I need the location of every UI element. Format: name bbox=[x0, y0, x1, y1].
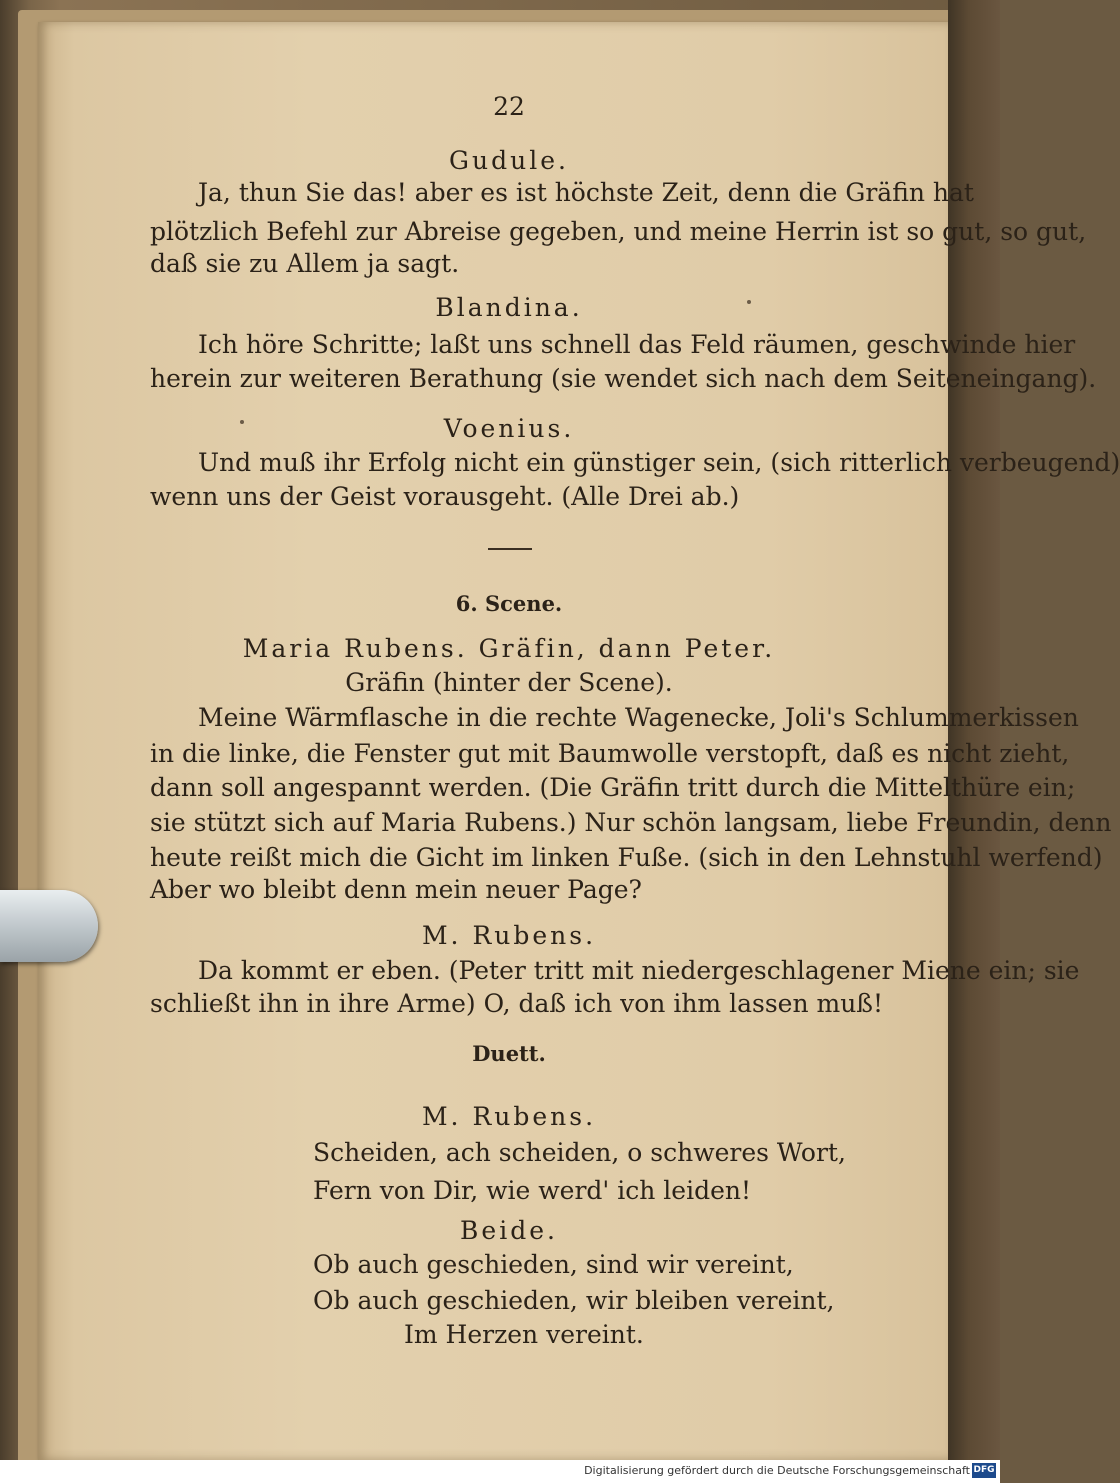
speaker-beide: Beide. bbox=[460, 1216, 558, 1245]
verse-line: Im Herzen vereint. bbox=[404, 1320, 644, 1349]
verse-line: Scheiden, ach scheiden, o schweres Wort, bbox=[313, 1138, 846, 1167]
footer-bar bbox=[0, 1460, 1000, 1483]
duet-heading: Duett. bbox=[472, 1041, 546, 1066]
speaker-graefin: Gräfin (hinter der Scene). bbox=[345, 668, 673, 697]
cast-list: Maria Rubens. Gräfin, dann Peter. bbox=[242, 634, 776, 663]
dialogue-line: dann soll angespannt werden. (Die Gräfin tritt durch die Mittelthüre ein; bbox=[150, 773, 1076, 802]
dialogue-line: Aber wo bleibt denn mein neuer Page? bbox=[150, 875, 642, 904]
dialogue-line: schließt ihn in ihre Arme) O, daß ich von ihm lassen muß! bbox=[150, 989, 884, 1018]
dialogue-line: heute reißt mich die Gicht im linken Fuße. (sich in den Lehnstuhl werfend) bbox=[150, 843, 1103, 872]
dfg-logo: DFG bbox=[972, 1463, 996, 1478]
dialogue-line: in die linke, die Fenster gut mit Baumwolle verstopft, daß es nicht zieht, bbox=[150, 739, 1070, 768]
page-number: 22 bbox=[493, 92, 525, 121]
section-divider bbox=[488, 548, 532, 550]
dialogue-line: Ich höre Schritte; laßt uns schnell das Feld räumen, geschwinde hier bbox=[198, 330, 1076, 359]
dialogue-line: wenn uns der Geist vorausgeht. (Alle Drei ab.) bbox=[150, 482, 740, 511]
speaker-gudule: Gudule. bbox=[449, 146, 569, 175]
speaker-m-rubens: M. Rubens. bbox=[421, 1102, 597, 1131]
dialogue-line: herein zur weiteren Berathung (sie wendet sich nach dem Seiteneingang). bbox=[150, 364, 1097, 393]
speaker-m-rubens: M. Rubens. bbox=[421, 921, 597, 950]
dialogue-line: Meine Wärmflasche in die rechte Wagenecke, Joli's Schlummerkissen bbox=[198, 703, 1079, 732]
dialogue-line: plötzlich Befehl zur Abreise gegeben, und meine Herrin ist so gut, so gut, bbox=[150, 217, 1087, 246]
verse-line: Fern von Dir, wie werd' ich leiden! bbox=[313, 1176, 752, 1205]
paper-speck bbox=[747, 300, 751, 304]
dialogue-line: Da kommt er eben. (Peter tritt mit niedergeschlagener Miene ein; sie bbox=[198, 956, 1080, 985]
verse-line: Ob auch geschieden, sind wir vereint, bbox=[313, 1250, 794, 1279]
speaker-blandina: Blandina. bbox=[435, 293, 583, 322]
funding-notice: Digitalisierung gefördert durch die Deutsche Forschungsgemeinschaft bbox=[584, 1464, 970, 1477]
dialogue-line: sie stützt sich auf Maria Rubens.) Nur schön langsam, liebe Freundin, denn bbox=[150, 808, 1112, 837]
dialogue-line: Und muß ihr Erfolg nicht ein günstiger sein, (sich ritterlich verbeugend) bbox=[198, 448, 1120, 477]
dialogue-line: Ja, thun Sie das! aber es ist höchste Zeit, denn die Gräfin hat bbox=[198, 178, 974, 207]
speaker-voenius: Voenius. bbox=[443, 414, 575, 443]
scene-heading: 6. Scene. bbox=[455, 591, 563, 616]
paper-speck bbox=[240, 420, 244, 424]
dialogue-line: daß sie zu Allem ja sagt. bbox=[150, 249, 460, 278]
verse-line: Ob auch geschieden, wir bleiben vereint, bbox=[313, 1286, 835, 1315]
